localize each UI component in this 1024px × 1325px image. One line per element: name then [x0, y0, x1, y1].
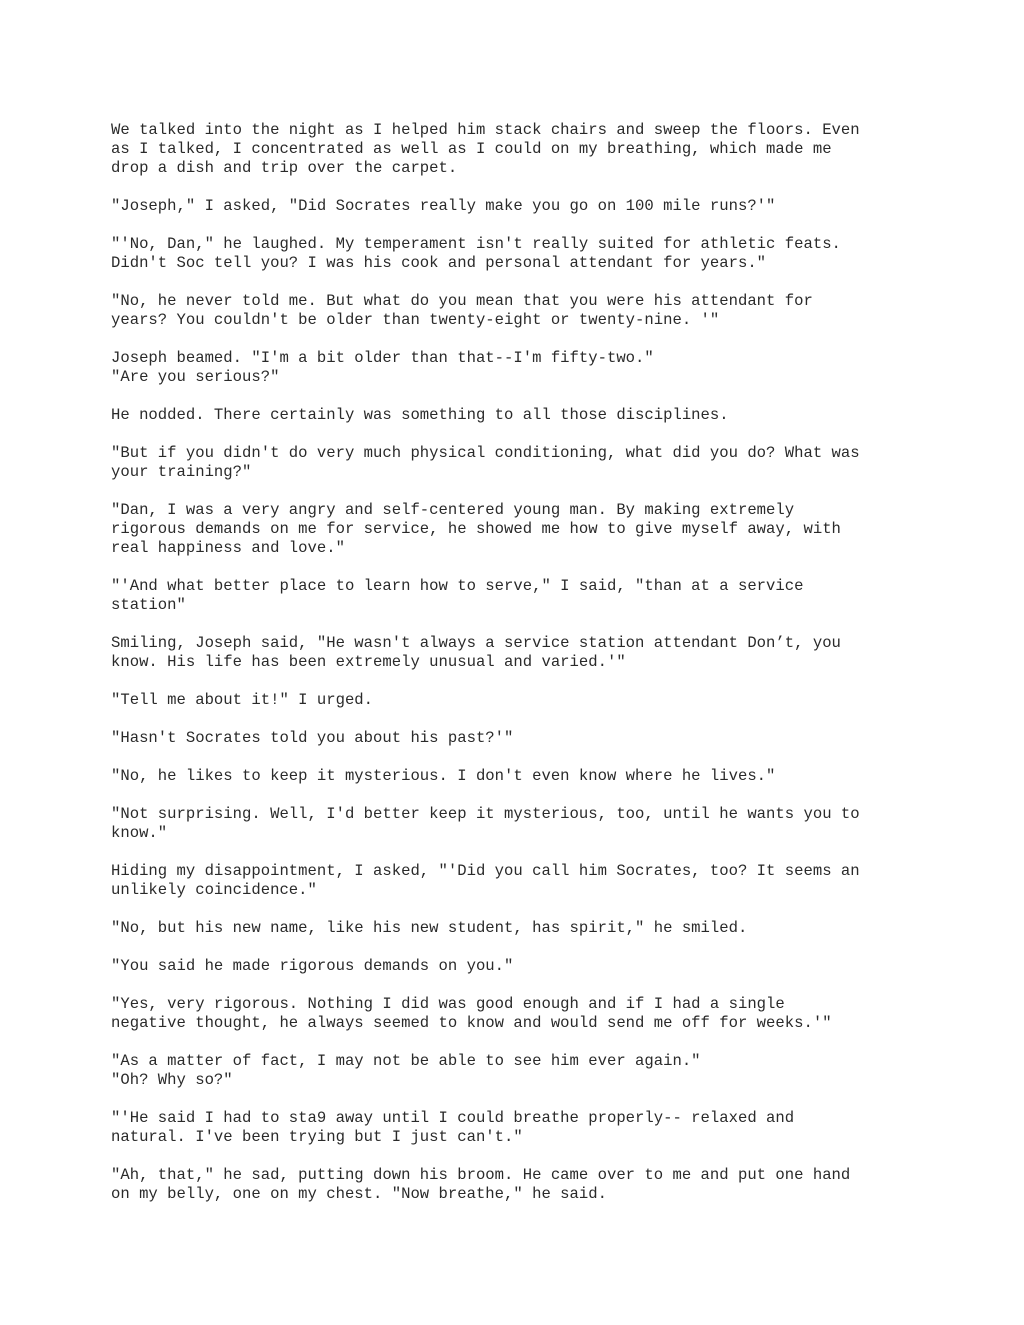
paragraph	[111, 292, 931, 330]
text-line: station"	[111, 596, 186, 614]
text-line: "No, but his new name, like his new student, has spirit," he smiled.	[111, 919, 748, 937]
text-line: "Oh? Why so?"	[111, 1071, 233, 1089]
paragraph	[111, 634, 931, 672]
text-line: "Not surprising. Well, I'd better keep it mysterious, too, until he wants you to	[111, 805, 860, 823]
paragraph	[111, 691, 931, 710]
paragraph	[111, 862, 931, 900]
paragraph	[111, 767, 931, 786]
text-line: as I talked, I concentrated as well as I could on my breathing, which made me	[111, 140, 832, 158]
text-line: "Yes, very rigorous. Nothing I did was good enough and if I had a single	[111, 995, 785, 1013]
text-line: your training?"	[111, 463, 252, 481]
paragraph	[111, 349, 931, 387]
text-line: Joseph beamed. "I'm a bit older than that--I'm fifty-two."	[111, 349, 654, 367]
text-line: "'He said I had to sta9 away until I could breathe properly-- relaxed and	[111, 1109, 795, 1127]
paragraph	[111, 501, 931, 558]
text-line: "Hasn't Socrates told you about his past?'"	[111, 729, 514, 747]
text-line: Hiding my disappointment, I asked, "'Did you call him Socrates, too? It seems an	[111, 862, 860, 880]
paragraph	[111, 444, 931, 482]
paragraph	[111, 1109, 931, 1147]
paragraph	[111, 995, 931, 1033]
text-line: know."	[111, 824, 168, 842]
paragraph	[111, 121, 931, 178]
paragraph	[111, 805, 931, 843]
text-line: "Tell me about it!" I urged.	[111, 691, 374, 709]
text-line: real happiness and love."	[111, 539, 345, 557]
paragraph	[111, 197, 931, 216]
paragraph	[111, 1166, 931, 1204]
text-line: rigorous demands on me for service, he showed me how to give myself away, with	[111, 520, 841, 538]
text-line: know. His life has been extremely unusual and varied.'"	[111, 653, 626, 671]
text-line: "No, he never told me. But what do you mean that you were his attendant for	[111, 292, 813, 310]
text-line: Smiling, Joseph said, "He wasn't always a service station attendant Don’t, you	[111, 634, 841, 652]
text-line: We talked into the night as I helped him stack chairs and sweep the floors. Even	[111, 121, 860, 139]
text-line: "'And what better place to learn how to serve," I said, "than at a service	[111, 577, 804, 595]
document-page	[111, 121, 931, 1223]
paragraph	[111, 235, 931, 273]
text-line: "Ah, that," he sad, putting down his broom. He came over to me and put one hand	[111, 1166, 851, 1184]
text-line: "But if you didn't do very much physical conditioning, what did you do? What was	[111, 444, 860, 462]
paragraph	[111, 1052, 931, 1090]
text-line: "'No, Dan," he laughed. My temperament isn't really suited for athletic feats.	[111, 235, 841, 253]
paragraph	[111, 577, 931, 615]
text-line: "No, he likes to keep it mysterious. I don't even know where he lives."	[111, 767, 776, 785]
text-line: negative thought, he always seemed to know and would send me off for weeks.'"	[111, 1014, 832, 1032]
paragraph	[111, 919, 931, 938]
text-line: "As a matter of fact, I may not be able to see him ever again."	[111, 1052, 701, 1070]
text-line: natural. I've been trying but I just can't."	[111, 1128, 523, 1146]
text-line: "You said he made rigorous demands on you."	[111, 957, 514, 975]
text-line: unlikely coincidence."	[111, 881, 317, 899]
text-line: "Joseph," I asked, "Did Socrates really make you go on 100 mile runs?'"	[111, 197, 776, 215]
paragraph	[111, 406, 931, 425]
paragraph	[111, 729, 931, 748]
text-line: Didn't Soc tell you? I was his cook and personal attendant for years."	[111, 254, 767, 272]
text-line: years? You couldn't be older than twenty-eight or twenty-nine. '"	[111, 311, 720, 329]
text-line: "Are you serious?"	[111, 368, 280, 386]
text-line: He nodded. There certainly was something to all those disciplines.	[111, 406, 729, 424]
text-line: on my belly, one on my chest. "Now breathe," he said.	[111, 1185, 607, 1203]
paragraph	[111, 957, 931, 976]
text-line: "Dan, I was a very angry and self-centered young man. By making extremely	[111, 501, 795, 519]
text-line: drop a dish and trip over the carpet.	[111, 159, 458, 177]
